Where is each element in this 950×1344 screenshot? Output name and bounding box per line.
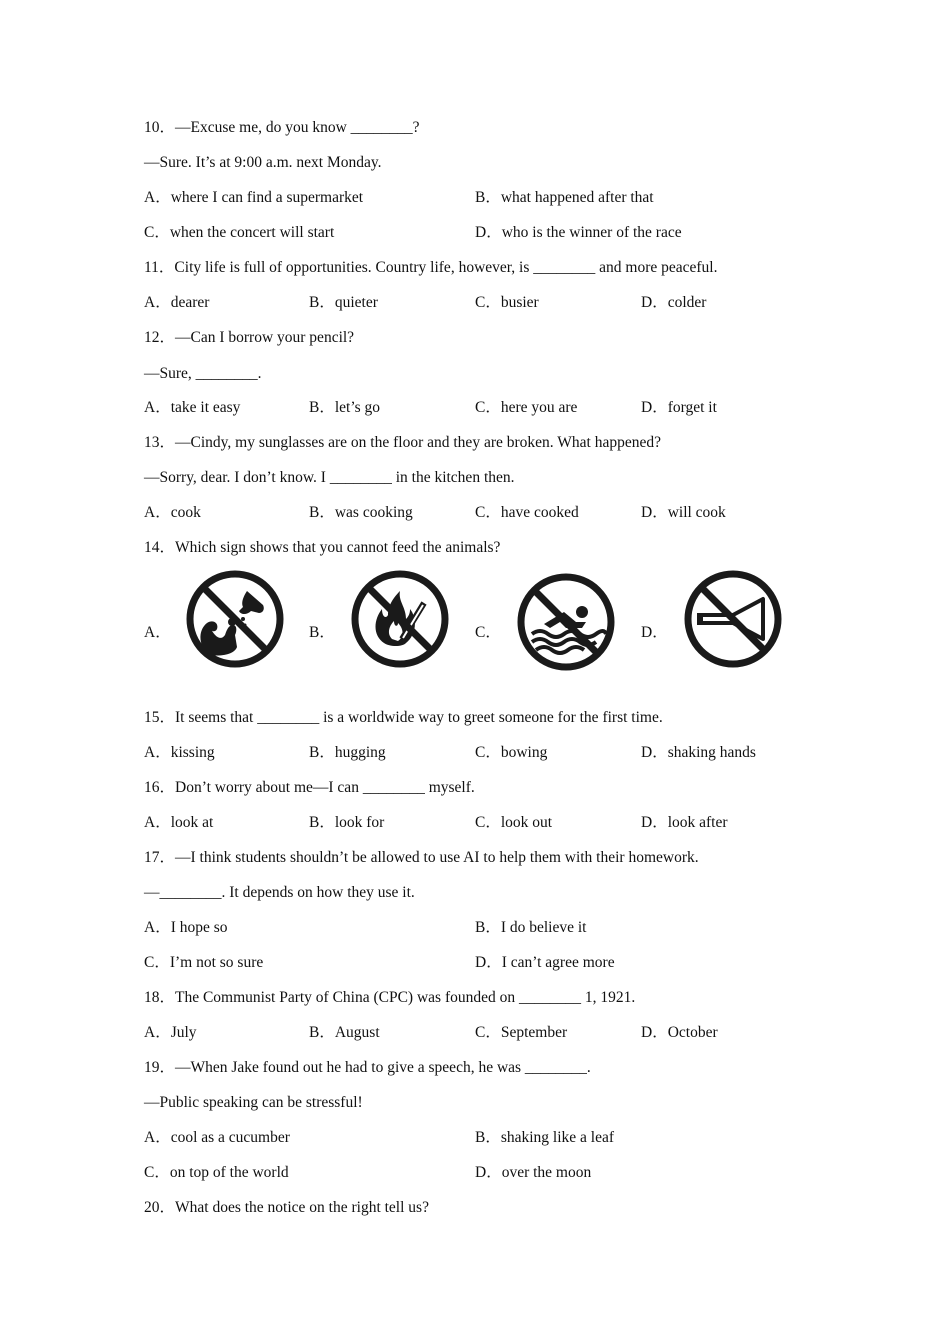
question-15-stem: 15．It seems that ________ is a worldwide way to greet someone for the first time. (144, 709, 663, 726)
question-13-option-b[interactable]: B．was cooking (309, 504, 413, 521)
question-14-option-a[interactable]: A． (144, 624, 171, 641)
question-11-option-b[interactable]: B．quieter (309, 294, 378, 311)
question-18-stem: 18．The Communist Party of China (CPC) was founded on ________ 1, 1921. (144, 989, 636, 1006)
question-15-option-b[interactable]: B．hugging (309, 744, 386, 761)
question-13-stem: 13．—Cindy, my sunglasses are on the floor and they are broken. What happened? (144, 434, 661, 451)
question-16-option-c[interactable]: C．look out (475, 814, 553, 831)
question-15-option-c[interactable]: C．bowing (475, 744, 548, 761)
question-20-stem: 20．What does the notice on the right tell us? (144, 1199, 429, 1216)
question-11-option-a[interactable]: A．dearer (144, 294, 210, 311)
question-14-option-c[interactable]: C． (475, 624, 501, 641)
question-19-reply: —Public speaking can be stressful! (144, 1094, 363, 1111)
question-18-option-c[interactable]: C．September (475, 1024, 568, 1041)
question-12-stem: 12．—Can I borrow your pencil? (144, 329, 355, 346)
question-19-option-c[interactable]: C．on top of the world (144, 1164, 289, 1181)
question-18-option-d[interactable]: D．October (641, 1024, 718, 1041)
question-11-option-d[interactable]: D．colder (641, 294, 707, 311)
question-13-option-c[interactable]: C．have cooked (475, 504, 579, 521)
no-swimming-sign-icon[interactable] (516, 572, 616, 672)
question-13-option-d[interactable]: D．will cook (641, 504, 726, 521)
question-14-stem: 14．Which sign shows that you cannot feed the animals? (144, 539, 501, 556)
question-13-reply: —Sorry, dear. I don’t know. I ________ in the kitchen then. (144, 469, 515, 486)
question-14-option-b[interactable]: B． (309, 624, 335, 641)
question-14-option-d[interactable]: D． (641, 624, 668, 641)
question-13-option-a[interactable]: A．cook (144, 504, 201, 521)
question-17-option-a[interactable]: A．I hope so (144, 919, 228, 936)
question-12-option-d[interactable]: D．forget it (641, 399, 717, 416)
question-19-option-d[interactable]: D．over the moon (475, 1164, 592, 1181)
question-12-option-b[interactable]: B．let’s go (309, 399, 381, 416)
question-16-option-d[interactable]: D．look after (641, 814, 728, 831)
no-horn-sign-icon[interactable] (683, 569, 783, 669)
question-15-option-a[interactable]: A．kissing (144, 744, 215, 761)
no-fire-sign-icon[interactable] (350, 569, 450, 669)
question-17-reply: —________. It depends on how they use it. (144, 884, 415, 901)
question-17-stem: 17．—I think students shouldn’t be allowed to use AI to help them with their homework. (144, 849, 699, 866)
question-12-option-c[interactable]: C．here you are (475, 399, 578, 416)
question-18-option-b[interactable]: B．August (309, 1024, 380, 1041)
question-15-option-d[interactable]: D．shaking hands (641, 744, 756, 761)
question-10-option-d[interactable]: D．who is the winner of the race (475, 224, 682, 241)
question-16-option-a[interactable]: A．look at (144, 814, 214, 831)
question-10-stem: 10．—Excuse me, do you know ________? (144, 119, 420, 136)
question-11-option-c[interactable]: C．busier (475, 294, 539, 311)
question-10-option-b[interactable]: B．what happened after that (475, 189, 654, 206)
question-17-option-b[interactable]: B．I do believe it (475, 919, 587, 936)
question-19-option-b[interactable]: B．shaking like a leaf (475, 1129, 615, 1146)
question-16-stem: 16．Don’t worry about me—I can ________ myself. (144, 779, 475, 796)
question-18-option-a[interactable]: A．July (144, 1024, 197, 1041)
question-19-stem: 19．—When Jake found out he had to give a speech, he was ________. (144, 1059, 591, 1076)
question-17-option-c[interactable]: C．I’m not so sure (144, 954, 264, 971)
question-11-stem: 11．City life is full of opportunities. Country life, however, is ________ and more peaceful. (144, 259, 718, 276)
question-19-option-a[interactable]: A．cool as a cucumber (144, 1129, 290, 1146)
question-16-option-b[interactable]: B．look for (309, 814, 385, 831)
question-12-reply: —Sure, ________. (144, 365, 262, 382)
question-12-option-a[interactable]: A．take it easy (144, 399, 241, 416)
question-10-option-c[interactable]: C．when the concert will start (144, 224, 335, 241)
question-17-option-d[interactable]: D．I can’t agree more (475, 954, 615, 971)
question-10-reply: —Sure. It’s at 9:00 a.m. next Monday. (144, 154, 382, 171)
no-feeding-animals-sign-icon[interactable] (185, 569, 285, 669)
question-10-option-a[interactable]: A．where I can find a supermarket (144, 189, 364, 206)
